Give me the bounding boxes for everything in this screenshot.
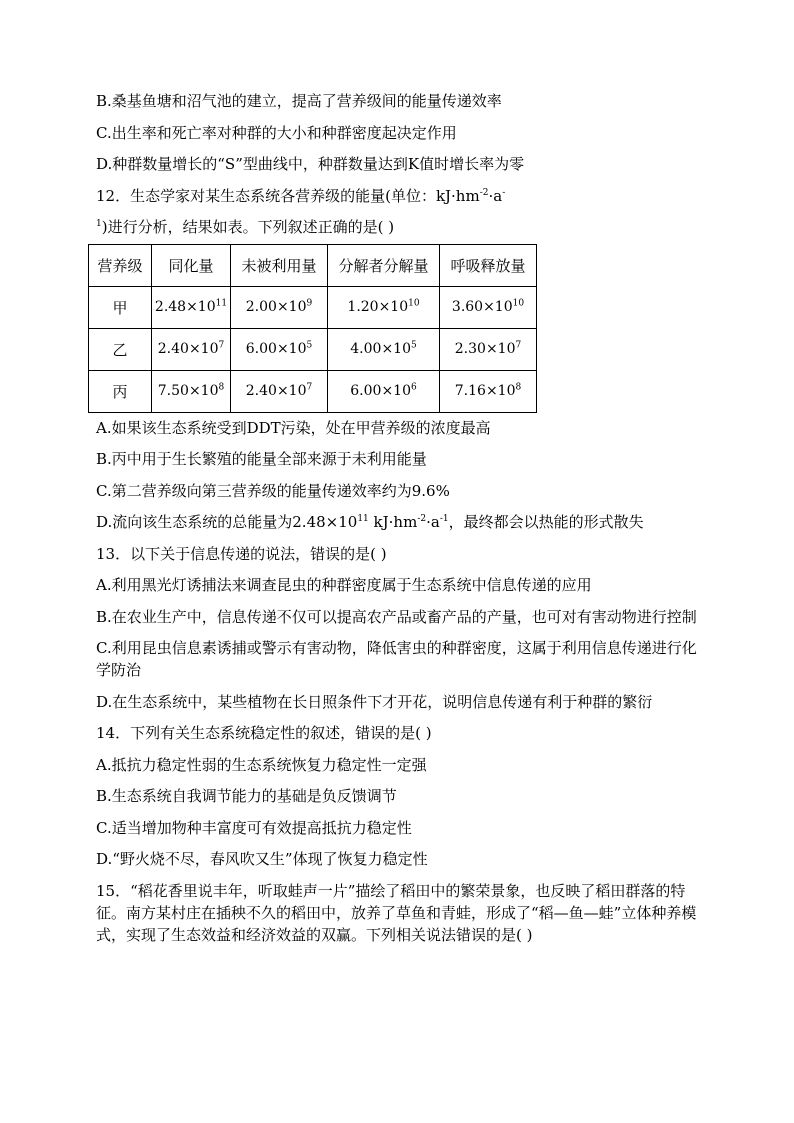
table-header-row xyxy=(89,244,537,286)
question-12-stem-line2 xyxy=(96,216,698,238)
table-cell: $7.50\times 10^8$ xyxy=(152,370,231,412)
q14-option-a: A.抵抗力稳定性弱的生态系统恢复力稳定性一定强 xyxy=(96,755,427,774)
table-header-cell: 分解者分解量 xyxy=(328,244,440,286)
table-cell: $2.00\times 10^9$ xyxy=(231,286,328,328)
table-header-cell: 呼吸释放量 xyxy=(440,244,537,286)
table-level-cell: 丙 xyxy=(89,370,152,412)
energy-table xyxy=(88,244,537,413)
q13-option-b: B.在农业生产中，信息传递不仅可以提高农产品或畜产品的产量，也可对有害动物进行控制 xyxy=(96,607,697,626)
q12-mid1: ·a xyxy=(488,186,503,205)
q14-option-b: B.生态系统自我调节能力的基础是负反馈调节 xyxy=(96,787,397,805)
table-cell: $2.48\times 10^{11}$ xyxy=(152,286,231,328)
option-d-q11: D.种群数量增长的“S”型曲线中，种群数量达到K值时增长率为零 xyxy=(96,155,525,173)
q12-sup2: - xyxy=(502,187,506,198)
table-row xyxy=(89,370,537,412)
q12-stem-part2: )进行分析，结果如表。下列叙述正确的是( ) xyxy=(101,218,395,236)
table-header-cell: 营养级 xyxy=(89,244,152,286)
table-cell: $3.60\times 10^{10}$ xyxy=(440,286,537,328)
question-13-stem: 13．以下关于信息传递的说法，错误的是( ) xyxy=(96,544,387,563)
q12-sup1: -2 xyxy=(479,187,489,198)
table-level-cell: 乙 xyxy=(89,328,152,370)
q14-option-c: C.适当增加物种丰富度可有效提高抵抗力稳定性 xyxy=(96,818,412,837)
question-14-stem: 14．下列有关生态系统稳定性的叙述，错误的是( ) xyxy=(96,724,432,742)
question-15-stem: 15．“稻花香里说丰年，听取蛙声一片”描绘了稻田中的繁荣景象，也反映了稻田群落的特征。南方某村庄在插秧不久的稻田中，放养了草鱼和青蛙，形成了“稻—鱼—蛙”立体种养模式，实现了生态效益和经济效益的双赢。下列相关说法错误的是( ) xyxy=(96,881,697,944)
table-level-cell: 甲 xyxy=(89,286,152,328)
table-header-cell: 未被利用量 xyxy=(231,244,328,286)
table-header-cell: 同化量 xyxy=(152,244,231,286)
table-cell: $4.00\times 10^5$ xyxy=(328,328,440,370)
q12-stem-part1: 12．生态学家对某生态系统各营养级的能量(单位：kJ·hm xyxy=(96,186,480,205)
q13-option-c: C.利用昆虫信息素诱捕或警示有害动物，降低害虫的种群密度，这属于利用信息传递进行化学防治 xyxy=(96,639,697,679)
table-cell: $1.20\times 10^{10}$ xyxy=(328,286,440,328)
option-b-q11: B.桑基鱼塘和沼气池的建立，提高了营养级间的能量传递效率 xyxy=(96,92,502,110)
table-cell: $2.40\times 10^7$ xyxy=(152,328,231,370)
q12-option-c: C.第二营养级向第三营养级的能量传递效率约为9.6% xyxy=(96,481,450,500)
table-cell: $2.30\times 10^7$ xyxy=(440,328,537,370)
option-c-q11: C.出生率和死亡率对种群的大小和种群密度起决定作用 xyxy=(96,123,457,142)
table-cell: $7.16\times 10^8$ xyxy=(440,370,537,412)
q13-option-d: D.在生态系统中，某些植物在长日照条件下才开花，说明信息传递有利于种群的繁衍 xyxy=(96,692,653,711)
table-cell: $6.00\times 10^6$ xyxy=(328,370,440,412)
q13-option-a: A.利用黑光灯诱捕法来调查昆虫的种群密度属于生态系统中信息传递的应用 xyxy=(96,576,592,594)
document-page xyxy=(96,90,698,955)
question-12-stem-line1 xyxy=(96,185,698,207)
q12-option-a: A.如果该生态系统受到DDT污染，处在甲营养级的浓度最高 xyxy=(96,418,491,437)
table-row xyxy=(89,328,537,370)
q12-option-b: B.丙中用于生长繁殖的能量全部来源于未利用能量 xyxy=(96,450,427,468)
q12-line2-sup: 1 xyxy=(96,219,102,229)
q12-option-d: D.流向该生态系统的总能量为$2.48\times 10^{11}$ $kJ\cdot hm^{-2}\cdot a^{-1}$，最终都会以热能的形式散失 xyxy=(96,513,644,531)
table-cell: $2.40\times 10^7$ xyxy=(231,370,328,412)
table-row xyxy=(89,286,537,328)
q14-option-d: D.“野火烧不尽，春风吹又生”体现了恢复力稳定性 xyxy=(96,850,428,868)
table-cell: $6.00\times 10^5$ xyxy=(231,328,328,370)
